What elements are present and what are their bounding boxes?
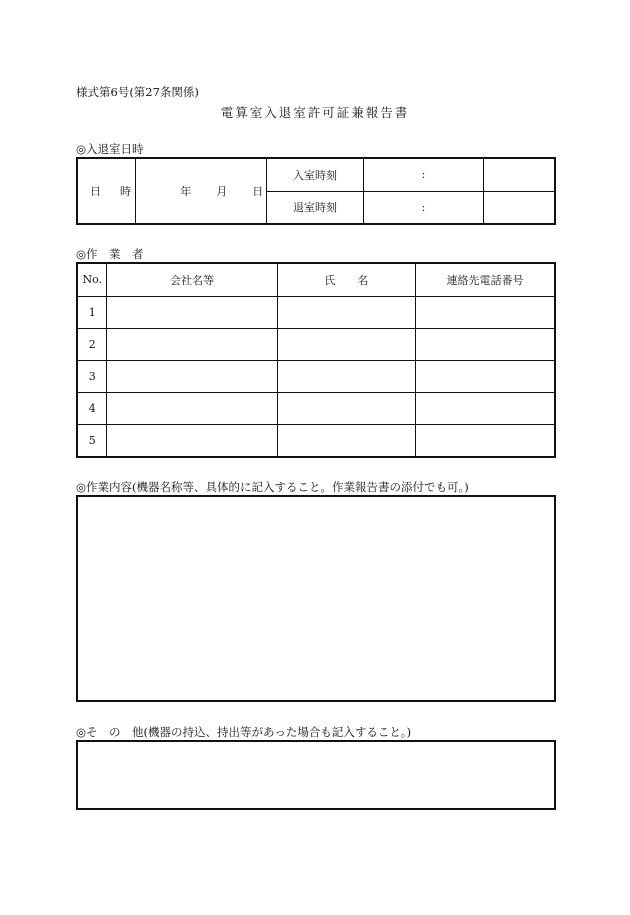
company-field[interactable]: [107, 328, 277, 360]
table-row: [77, 296, 555, 328]
phone-field[interactable]: [416, 296, 555, 328]
workers-table: [76, 262, 556, 458]
phone-field[interactable]: [416, 392, 555, 424]
company-field[interactable]: [107, 360, 277, 392]
name-field[interactable]: [277, 328, 415, 360]
date-value-cell[interactable]: [136, 158, 266, 224]
phone-field[interactable]: [416, 360, 555, 392]
date-label-2: 時: [120, 185, 131, 198]
form-number: 様式第6号(第27条関係): [76, 85, 199, 99]
entry-time-label: 入室時刻: [266, 158, 364, 191]
table-row: [77, 392, 555, 424]
table-row: [77, 360, 555, 392]
month-label: 月: [216, 185, 228, 198]
workers-header-row: [77, 263, 555, 296]
phone-field[interactable]: [416, 328, 555, 360]
row-number: 5: [77, 424, 107, 457]
row-number: 2: [77, 328, 107, 360]
datetime-table: [76, 157, 556, 225]
company-field[interactable]: [107, 296, 277, 328]
name-field[interactable]: [277, 424, 415, 457]
name-field[interactable]: [277, 360, 415, 392]
date-label-1: 日: [90, 185, 101, 198]
exit-extra-field[interactable]: [483, 191, 555, 224]
company-field[interactable]: [107, 424, 277, 457]
name-field[interactable]: [277, 296, 415, 328]
work-content-heading: ◎作業内容(機器名称等、具体的に記入すること。作業報告書の添付でも可。): [76, 480, 469, 494]
work-content-box[interactable]: [76, 495, 556, 702]
row-number: 1: [77, 296, 107, 328]
date-label-cell: [77, 158, 136, 224]
company-field[interactable]: [107, 392, 277, 424]
other-heading: ◎そ の 他(機器の持込、持出等があった場合も記入すること。): [76, 725, 412, 739]
phone-field[interactable]: [416, 424, 555, 457]
datetime-heading: ◎入退室日時: [76, 142, 144, 156]
name-field[interactable]: [277, 392, 415, 424]
header-name: 氏 名: [277, 263, 415, 296]
entry-extra-field[interactable]: [483, 158, 555, 191]
entry-time-field[interactable]: :: [364, 158, 483, 191]
day-label: 日: [252, 185, 264, 198]
header-no: No.: [77, 263, 107, 296]
table-row: [77, 328, 555, 360]
table-row: [77, 424, 555, 457]
other-box[interactable]: [76, 740, 556, 810]
header-company: 会社名等: [107, 263, 277, 296]
row-number: 3: [77, 360, 107, 392]
page-title: 電算室入退室許可証兼報告書: [220, 105, 410, 120]
workers-heading: ◎作 業 者: [76, 247, 144, 261]
header-phone: 連絡先電話番号: [416, 263, 555, 296]
row-number: 4: [77, 392, 107, 424]
year-label: 年: [180, 185, 192, 198]
exit-time-field[interactable]: :: [364, 191, 483, 224]
exit-time-label: 退室時刻: [266, 191, 364, 224]
